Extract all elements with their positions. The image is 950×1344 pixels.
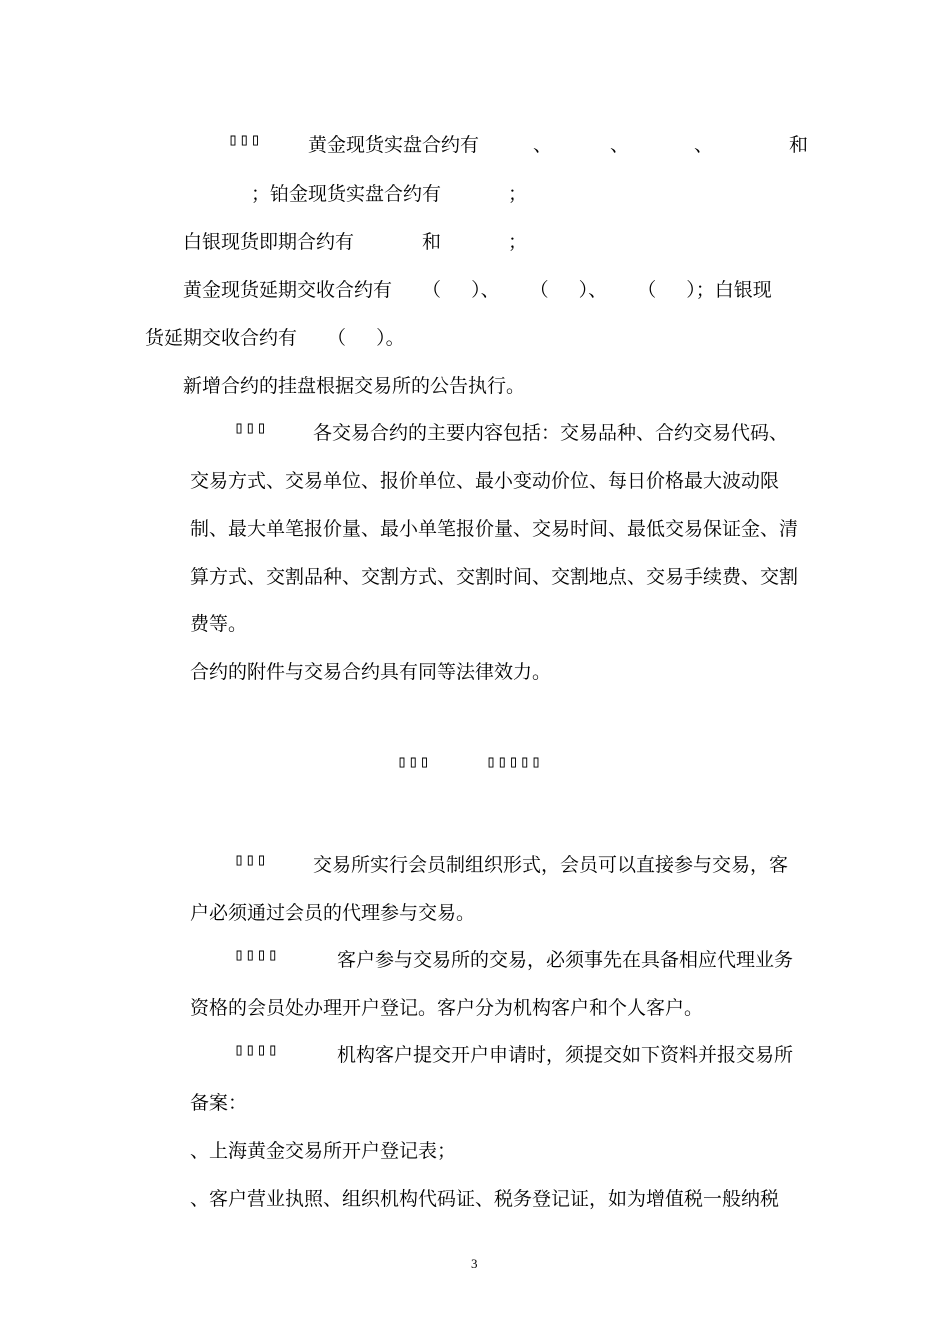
- chapter-title: ▯▯▯▯▯: [486, 752, 543, 772]
- separator: 、: [694, 134, 714, 156]
- paragraph-line: 机构客户提交开户申请时，须提交如下资料并报交易所: [337, 1044, 794, 1066]
- paragraph-line: 新增合约的挂盘根据交易所的公告执行。: [183, 375, 526, 397]
- paragraph-line: 客户参与交易所的交易，必须事先在具备相应代理业务: [337, 949, 794, 971]
- paragraph-line: 白银现货即期合约有: [183, 231, 355, 253]
- paragraph-line: 备案：: [190, 1092, 248, 1114]
- article-number: ▯▯▯: [228, 130, 262, 150]
- list-item: 、客户营业执照、组织机构代码证、税务登记证，如为增值税一般纳税: [190, 1188, 780, 1210]
- conjunction: 和: [789, 134, 809, 156]
- paragraph-line: ；铂金现货实盘合约有: [251, 183, 442, 205]
- chapter-number: ▯▯▯: [397, 752, 431, 772]
- paragraph-line: 黄金现货延期交收合约有 （ ）、 （ ）、 （ ）；白银现: [183, 279, 772, 301]
- paragraph-line: 算方式、交割品种、交割方式、交割时间、交割地点、交易手续费、交割: [190, 566, 799, 588]
- paragraph-line: 各交易合约的主要内容包括：交易品种、合约交易代码、: [313, 422, 789, 444]
- paragraph-line: 户必须通过会员的代理参与交易。: [190, 902, 476, 924]
- paragraph-line: 制、最大单笔报价量、最小单笔报价量、交易时间、最低交易保证金、清: [190, 518, 799, 540]
- paragraph-line: ；: [508, 231, 528, 253]
- paragraph-line: 交易所实行会员制组织形式，会员可以直接参与交易，客: [313, 854, 789, 876]
- paragraph-line: 货延期交收合约有 （ ）。: [145, 327, 405, 349]
- article-number: ▯▯▯▯: [234, 945, 279, 965]
- paragraph-line: ；: [508, 183, 528, 205]
- paragraph-line: 黄金现货实盘合约有: [308, 134, 480, 156]
- separator: 、: [610, 134, 630, 156]
- page-number: 3: [471, 1256, 478, 1271]
- article-number: ▯▯▯: [234, 850, 268, 870]
- article-number: ▯▯▯: [234, 418, 268, 438]
- paragraph-line: 资格的会员处办理开户登记。客户分为机构客户和个人客户。: [190, 997, 704, 1019]
- paragraph-line: 交易方式、交易单位、报价单位、最小变动价位、每日价格最大波动限: [190, 470, 780, 492]
- article-number: ▯▯▯▯: [234, 1040, 279, 1060]
- separator: 、: [533, 134, 553, 156]
- list-item: 、上海黄金交易所开户登记表；: [190, 1140, 457, 1162]
- paragraph-line: 费等。: [190, 613, 248, 635]
- conjunction: 和: [422, 231, 442, 253]
- paragraph-line: 合约的附件与交易合约具有同等法律效力。: [190, 661, 552, 683]
